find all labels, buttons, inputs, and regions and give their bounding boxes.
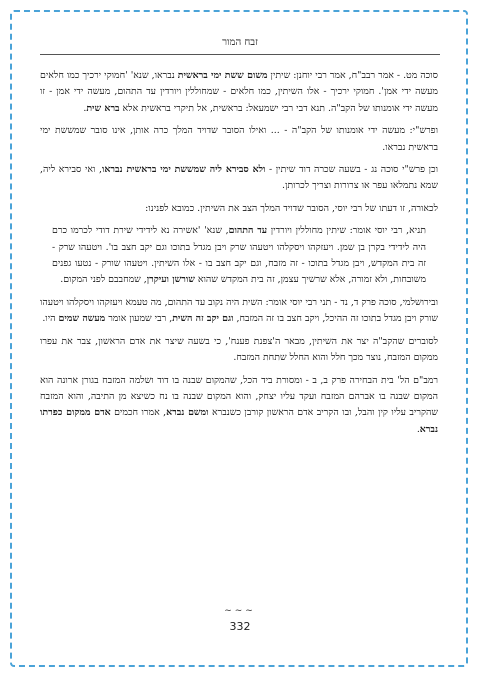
- paragraph-p4: [40, 201, 438, 217]
- paragraph-p6: [40, 295, 438, 328]
- paragraph-p8: [40, 373, 438, 439]
- bold-text: וגם יקב זה השית: [172, 313, 234, 325]
- text-segment: נבראו, שנא' 'חמוקי ירכיך כמו חלאים מעשה ידי אמן'. חמוקי ירכיך - אלו השיתין, כמו חלאים - שמחוללין ויורדין עד התהום, מעשה ידי אמן - זו מעשה ידי אומנותו של הקב"ה. תנא דבי רבי ישמעאל: בראשית, אל תיקרי בראשית אלא: [40, 70, 438, 114]
- main-text: [40, 68, 438, 444]
- bold-text: משום ששת ימי בראשית: [177, 70, 268, 81]
- text-segment: , שמחבבם לפני המקום.: [60, 274, 147, 286]
- text-segment: .: [83, 102, 87, 114]
- bold-text: ומשם נברא: [166, 407, 209, 419]
- paragraph-p7: [40, 334, 438, 367]
- text-segment: .: [416, 423, 420, 435]
- bold-text: ברא שית: [86, 102, 120, 114]
- text-segment: , אמרו חכמים: [110, 407, 167, 419]
- page-number: 332: [229, 620, 251, 633]
- text-segment: סוכה מט. - אמר רבב"ח, אמר רבי יוחנן: שיתין: [267, 70, 438, 81]
- text-segment: היו.: [42, 313, 59, 325]
- header-title: זבח המור: [222, 37, 258, 48]
- bold-text: מעשה שמים: [58, 313, 106, 325]
- paragraph-p3: [40, 162, 438, 195]
- text-segment: תניא, רבי יוסי אומר: שיתין מחוללין ויורדין: [267, 225, 426, 237]
- paragraph-p2: [40, 123, 438, 156]
- text-segment: רמב"ם הל' בית הבחירה פרק ב, ב - ומסורת ביד הכל, שהמקום שבנה בו דוד ושלמה המזבח בגורן ארונה הוא המקום שבנה בו אברהם המזבח ועקד עליו יצחק, והוא המקום שבנה בו נח כשיצא מן התיבה, והוא המזבח שהקריב עליו קין והבל, ובו הקריב אדם הראשון קורבן כשנברא: [40, 374, 438, 419]
- bold-text: ולא סבירא ליה שמששת ימי בראשית נבראו: [102, 164, 266, 176]
- text-segment: , ואי סבירא ליה, שמא נתמלאו עפר או צרורות וצריך לכרותן.: [40, 164, 438, 192]
- running-header: [40, 34, 440, 55]
- text-segment: , רבי שמעון אומר: [105, 313, 173, 325]
- text-segment: וכן פרש"י סוכה נג - בשעה שכרה דוד שיתין -: [265, 164, 438, 176]
- text-segment: , שנא' 'אשירה נא לידידי שירת דודי לכרמו כרם היה לידידי בקרן בן שמן. ויעזקהו ויסקלהו ויטעהו שרק ויבן מגדל בתוכו וגם יקב חצב בו'. ויטעהו שרק - זה בית המקדש, ויבן מגדל בתוכו - זה מזבח, וגם יקב חצב בו - אלו השיתין. ויטעהו שורק - נטעו גפנים משובחות, ולא זמורה, אלא שרשיך עצמן, זה בית המקדש שהוא: [52, 225, 426, 286]
- bold-text: אדם ממקום כפרתו נברא: [40, 407, 438, 435]
- bold-text: עד התהום: [228, 225, 268, 237]
- text-segment: ובירושלמי, סוכה פרק ד, נד - תני רבי יוסי אומר: השית היה נקוב עד התהום, מה טעמא ויעזקהו ויסקלהו ויטעהו שורק ויבן מגדל בתוכו זה ההיכל, ויקב חצב בו זה המזבח,: [40, 296, 438, 325]
- paragraph-p1: [40, 68, 438, 117]
- section-separator: ~~~: [224, 606, 256, 616]
- text-segment: לכאורה, זו דעתו של רבי יוסי, הסובר שדויד המלך הצב את השיתין. כמובא לפנינו:: [145, 202, 438, 214]
- paragraph-p5: [40, 223, 438, 289]
- text-segment: ופרש"י: מעשה ידי אומנותו של הקב"ה - ... ואילו הסובר שדויד המלך כרה אותן, אינו סובר שמששת ימי בראשית נבראו.: [40, 125, 438, 153]
- bold-text: שורשן ועיקרן: [146, 274, 195, 286]
- text-segment: לסוברים שהקב"ה יצר את השיתין, מבאר ה'צפנת פענח', כי בשעה שיצר את אדם הראשון, צבר את עפרו ממקום המזבח, נוצר מכך חלל והוא החלל שתחת המזבח.: [40, 335, 438, 364]
